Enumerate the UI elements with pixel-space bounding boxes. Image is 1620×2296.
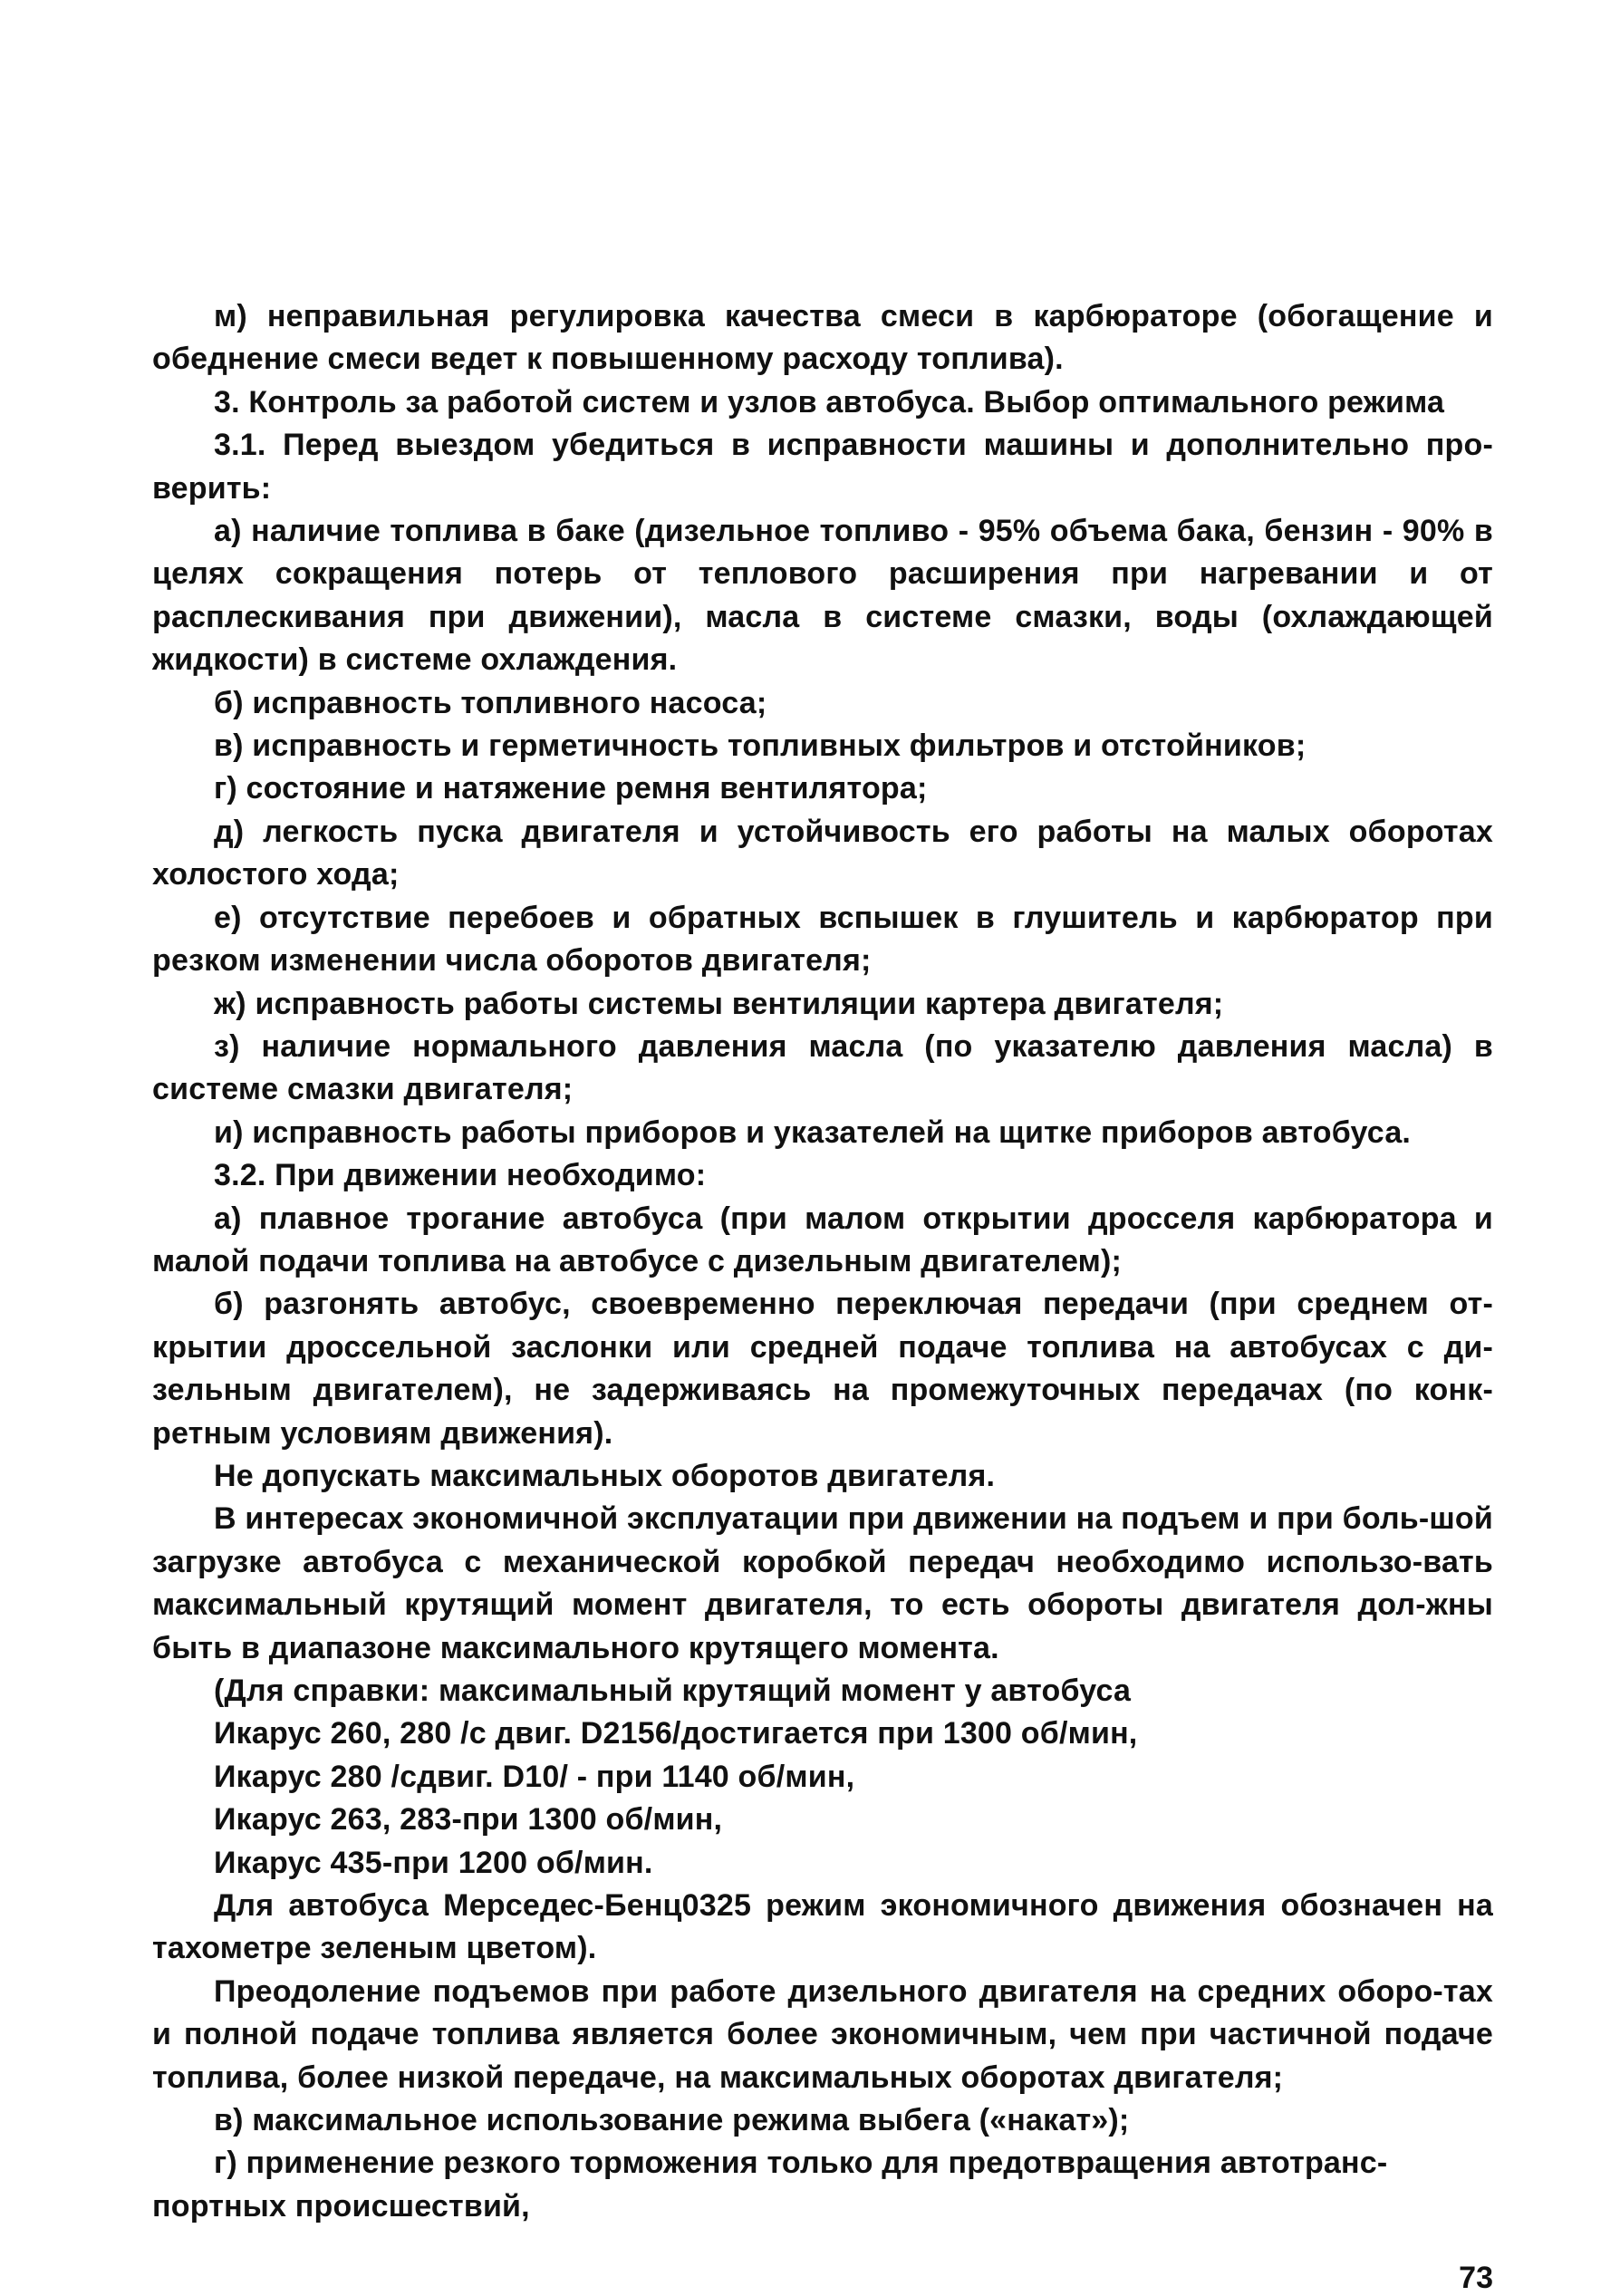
list-item-d-start: д) легкость пуска двигателя и устойчивость его работы на малых оборотах холостого хода; [152, 814, 1493, 892]
list-item-e-misfire: е) отсутствие перебоев и обратных вспышек в глушитель и карбюратор при резком изменении числа оборотов двигателя; [152, 900, 1493, 979]
paragraph-mercedes: Для автобуса Мерседес-Бенц0325 режим экономичного движения обозначен на тахометре зеленым цветом). [152, 1888, 1493, 1966]
reference-ikarus-280-d10: Икарус 280 /сдвиг. D10/ - при 1140 об/мин, [214, 1759, 855, 1794]
section-heading-3: 3. Контроль за работой систем и узлов автобуса. Выбор оптимального режима [214, 384, 1445, 420]
list-item-v-coasting: в) максимальное использование режима выбега («накат»); [214, 2103, 1130, 2138]
paragraph-uphill: Преодоление подъемов при работе дизельного двигателя на средних оборо-тах и полной подаче топлива является более экономичным, чем при частичной подаче топлива, более низкой передаче, на максимальных оборотах двигателя; [152, 1973, 1493, 2095]
reference-ikarus-263-283: Икарус 263, 283-при 1300 об/мин, [214, 1802, 723, 1838]
paragraph-economy: В интересах экономичной эксплуатации при движении на подъем и при боль-шой загрузке автобуса с механической коробкой передач необходимо использо-вать максимальный крутящий момент двигателя, то есть обороты двигателя дол-жны быть в диапазоне максимального крутящего момента. [152, 1501, 1493, 1665]
list-item-i-instruments: и) исправность работы приборов и указателей на щитке приборов автобуса. [214, 1114, 1412, 1150]
list-item-b-acceleration: б) разгонять автобус, своевременно переключая передачи (при среднем от-крытии дроссельной заслонки или средней подаче топлива на автобусах с ди-зельным двигателем), не задерживаясь на промежуточных передачах (по конк-ретным условиям движения). [152, 1287, 1493, 1451]
list-item-b-pump: б) исправность топливного насоса; [214, 685, 767, 720]
list-item-a-fuel: а) наличие топлива в баке (дизельное топливо - 95% объема бака, бензин - 90% в целях сокращения потерь от теплового расширения при нагревании и от расплескивания при движении), масла в системе смазки, воды (охлаждающей жидкости) в системе охлаждения. [152, 514, 1493, 678]
list-item-v-filters: в) исправность и герметичность топливных фильтров и отстойников; [214, 728, 1307, 764]
list-item-zh-ventilation: ж) исправность работы системы вентиляции картера двигателя; [214, 986, 1224, 1021]
list-item-g-belt: г) состояние и натяжение ремня вентилятора; [214, 771, 928, 806]
list-item-a-smooth-start: а) плавное трогание автобуса (при малом открытии дросселя карбюратора и малой подачи топлива на автобусе с дизельным двигателем); [152, 1201, 1493, 1278]
list-item-z-oil-pressure: з) наличие нормального давления масла (по указателю давления масла) в системе смазки двигателя; [152, 1028, 1493, 1107]
reference-note: (Для справки: максимальный крутящий момент у автобуса [214, 1674, 1132, 1708]
document-body [152, 295, 1493, 2228]
reference-ikarus-260-280: Икарус 260, 280 /с двиг. D2156/достигается при 1300 об/мин, [214, 1716, 1138, 1751]
list-item-g-braking: г) применение резкого торможения только для предотвращения автотранс-портных происшествий, [152, 2146, 1388, 2224]
paragraph-3-1: 3.1. Перед выездом убедиться в исправности машины и дополнительно про-верить: [152, 428, 1493, 506]
reference-ikarus-435: Икарус 435-при 1200 об/мин. [214, 1845, 653, 1880]
section-heading-3-2: 3.2. При движении необходимо: [214, 1158, 707, 1193]
page-number: 73 [1459, 2261, 1493, 2295]
paragraph-no-max-rpm: Не допускать максимальных оборотов двигателя. [214, 1458, 996, 1493]
paragraph-m: м) неправильная регулировка качества смеси в карбюраторе (обогащение и обеднение смеси ведет к повышенному расходу топлива). [152, 299, 1493, 377]
